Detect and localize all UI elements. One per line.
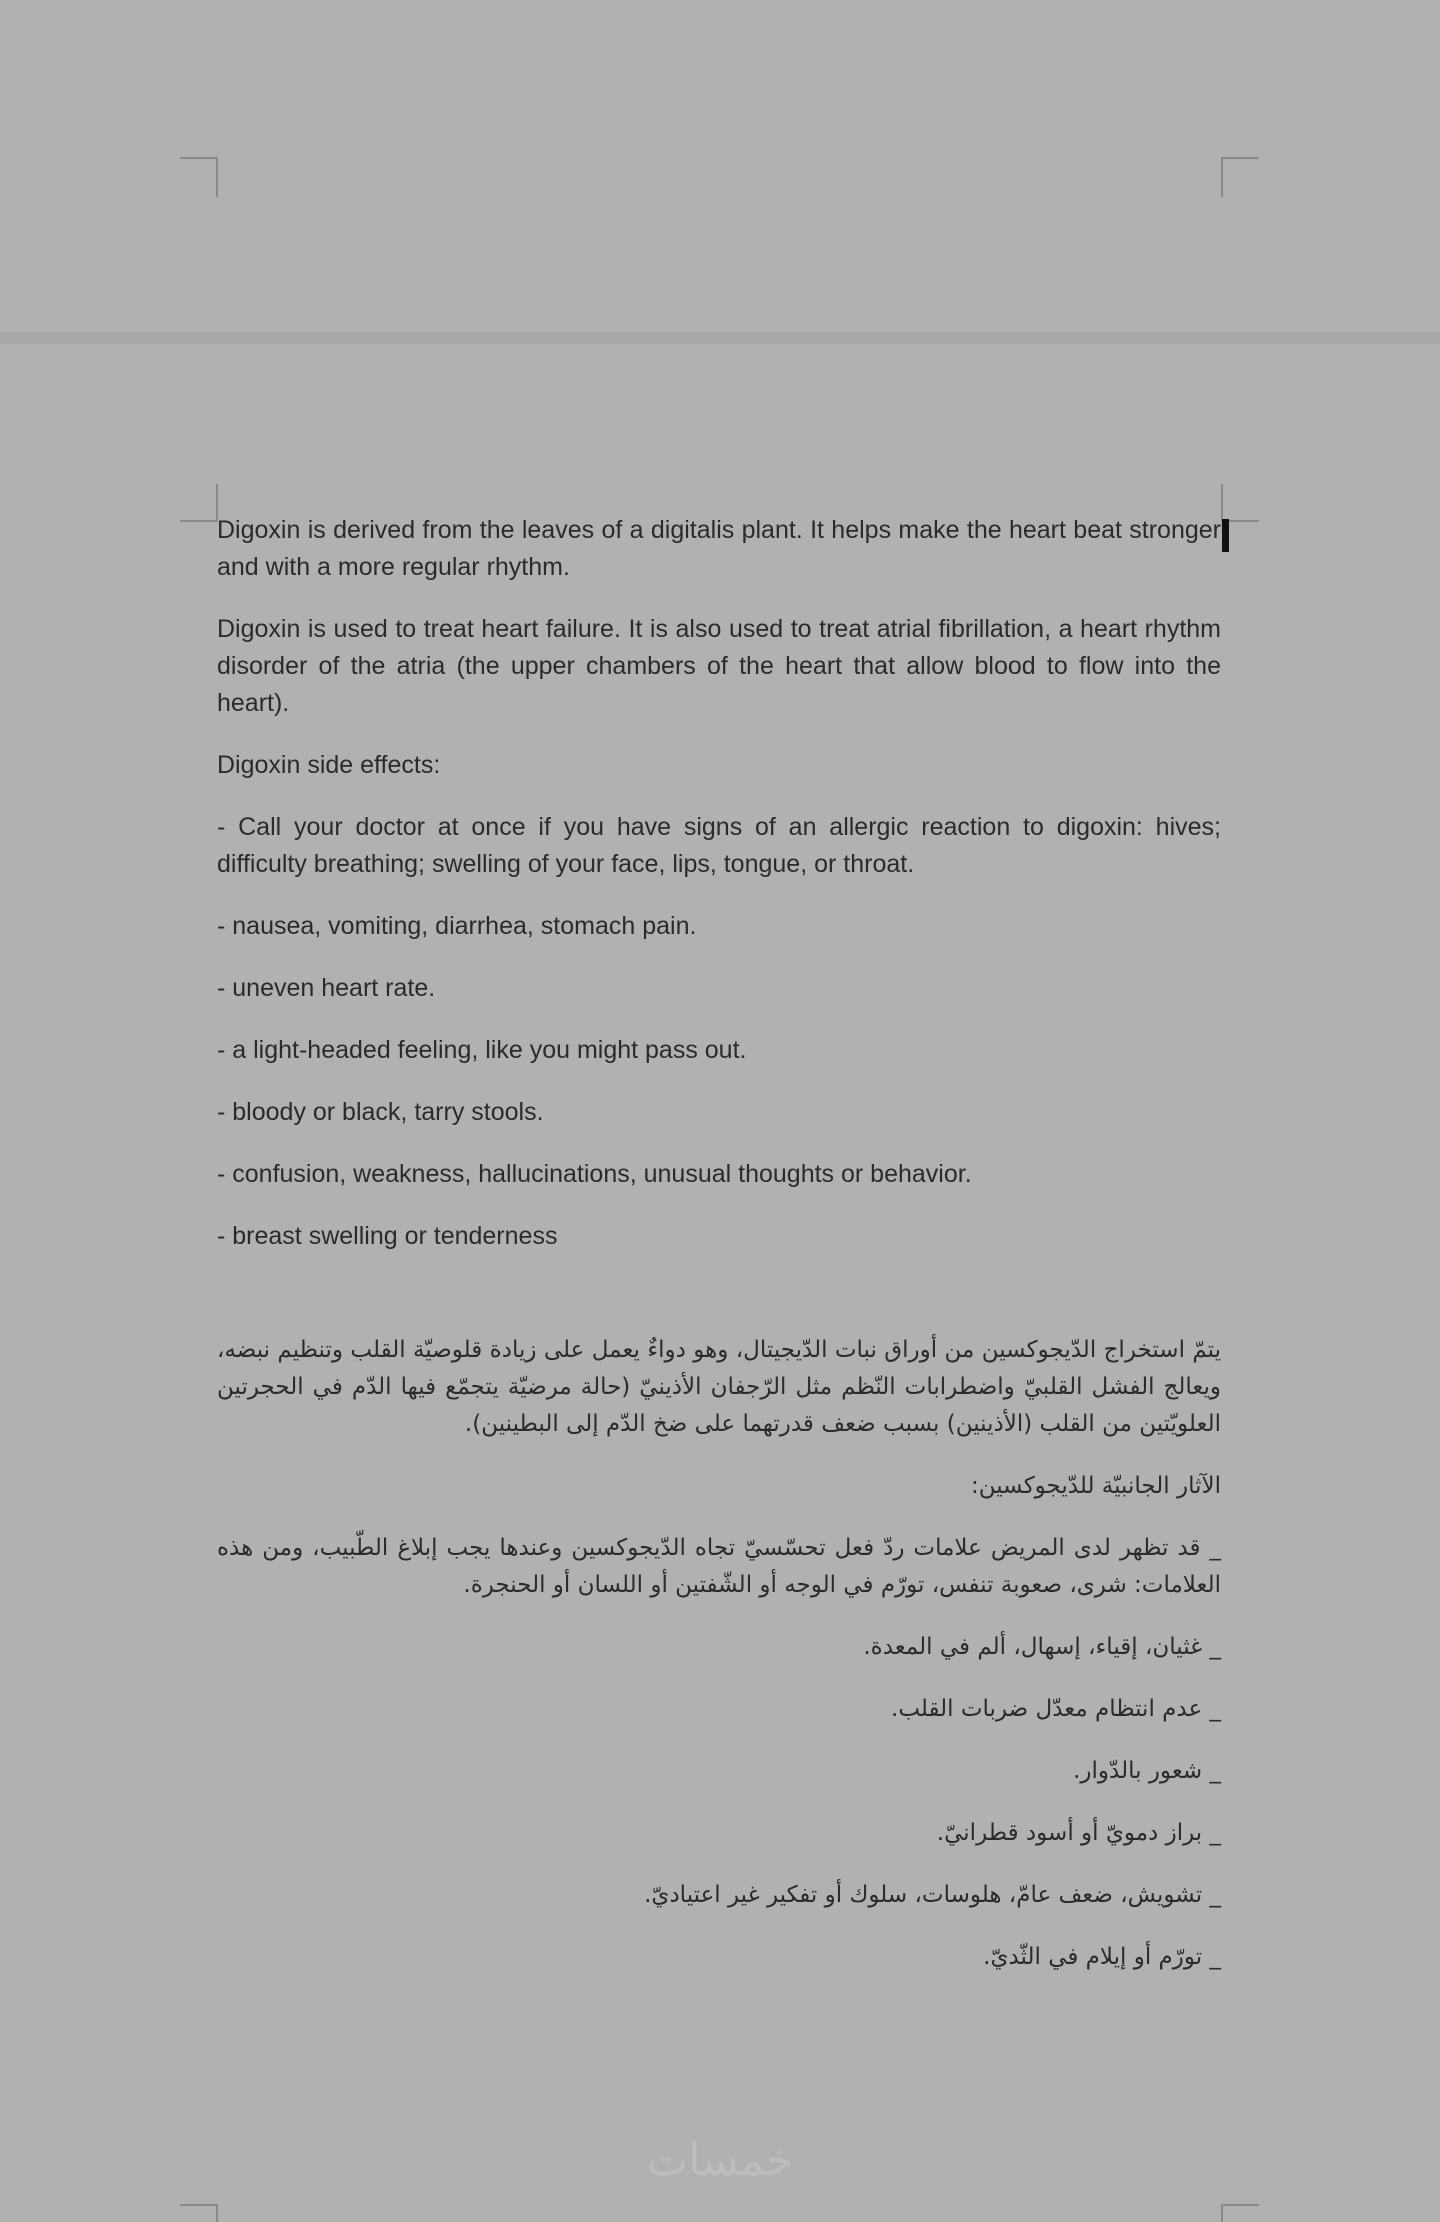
list-item: - confusion, weakness, hallucinations, unusual thoughts or behavior. — [217, 1160, 972, 1188]
crop-mark-top-right — [1221, 157, 1259, 197]
arabic-list-item: _ تشويش، ضعف عامّ، هلوسات، سلوك أو تفكير غير اعتياديّ. — [644, 1882, 1221, 1908]
arabic-list-item: _ غثيان، إقياء، إسهال، ألم في المعدة. — [863, 1634, 1221, 1660]
list-item: - uneven heart rate. — [217, 974, 436, 1002]
arabic-list-item: _ قد تظهر لدى المريض علامات ردّ فعل تحسّسيّ تجاه الدّيجوكسين وعندها يجب إبلاغ الطّبيب، ومن هذه العلامات: شرى، صعوبة تنفس، تورّم في الوجه أو الشّفتين أو اللسان أو الحنجرة. — [217, 1535, 1221, 1598]
list-item: - a light-headed feeling, like you might pass out. — [217, 1036, 747, 1064]
intro-paragraph: Digoxin is derived from the leaves of a digitalis plant. It helps make the heart beat stronger and with a more regular rhythm. — [217, 516, 1221, 581]
english-section — [217, 512, 1221, 1255]
crop-mark-top-left — [180, 157, 218, 197]
watermark-logo: خمسات — [646, 2135, 794, 2186]
margin-mark-bottom-right — [1221, 2204, 1259, 2222]
list-item: - breast swelling or tenderness — [217, 1222, 558, 1250]
side-effects-heading: Digoxin side effects: — [217, 751, 441, 779]
margin-mark-bottom-left — [180, 2204, 218, 2222]
arabic-list-item: _ شعور بالدّوار. — [1073, 1758, 1221, 1784]
arabic-intro-paragraph: يتمّ استخراج الدّيجوكسين من أوراق نبات الدّيجيتال، وهو دواءٌ يعمل على زيادة قلوصيّة القلب وتنظيم نبضه، ويعالج الفشل القلبيّ واضطرابات النّظم مثل الرّجفان الأذينيّ (حالة مرضيّة يتجمّع فيها الدّم في الحجرتين العلويّتين من القلب (الأذينين) بسبب ضعف قدرتهما على ضخ الدّم إلى البطينين). — [217, 1337, 1221, 1437]
arabic-list-item: _ براز دمويّ أو أسود قطرانيّ. — [936, 1820, 1221, 1846]
margin-mark-top-right — [1221, 484, 1259, 522]
text-cursor — [1222, 519, 1229, 552]
list-item: - bloody or black, tarry stools. — [217, 1098, 544, 1126]
page-separator — [0, 332, 1440, 344]
list-item: - nausea, vomiting, diarrhea, stomach pain. — [217, 912, 697, 940]
arabic-section — [217, 1332, 1221, 1976]
list-item: - Call your doctor at once if you have signs of an allergic reaction to digoxin: hives; difficulty breathing; swelling of your face, lips, tongue, or throat. — [217, 813, 1221, 878]
arabic-side-effects-heading: الآثار الجانبيّة للدّيجوكسين: — [970, 1473, 1221, 1499]
margin-mark-top-left — [180, 484, 218, 522]
arabic-list-item: _ تورّم أو إيلام في الثّديّ. — [983, 1944, 1221, 1970]
arabic-list-item: _ عدم انتظام معدّل ضربات القلب. — [891, 1696, 1221, 1722]
usage-paragraph: Digoxin is used to treat heart failure. It is also used to treat atrial fibrillation, a heart rhythm disorder of the atria (the upper chambers of the heart that allow blood to flow into the heart). — [217, 615, 1221, 717]
document-body[interactable] — [217, 512, 1221, 2001]
